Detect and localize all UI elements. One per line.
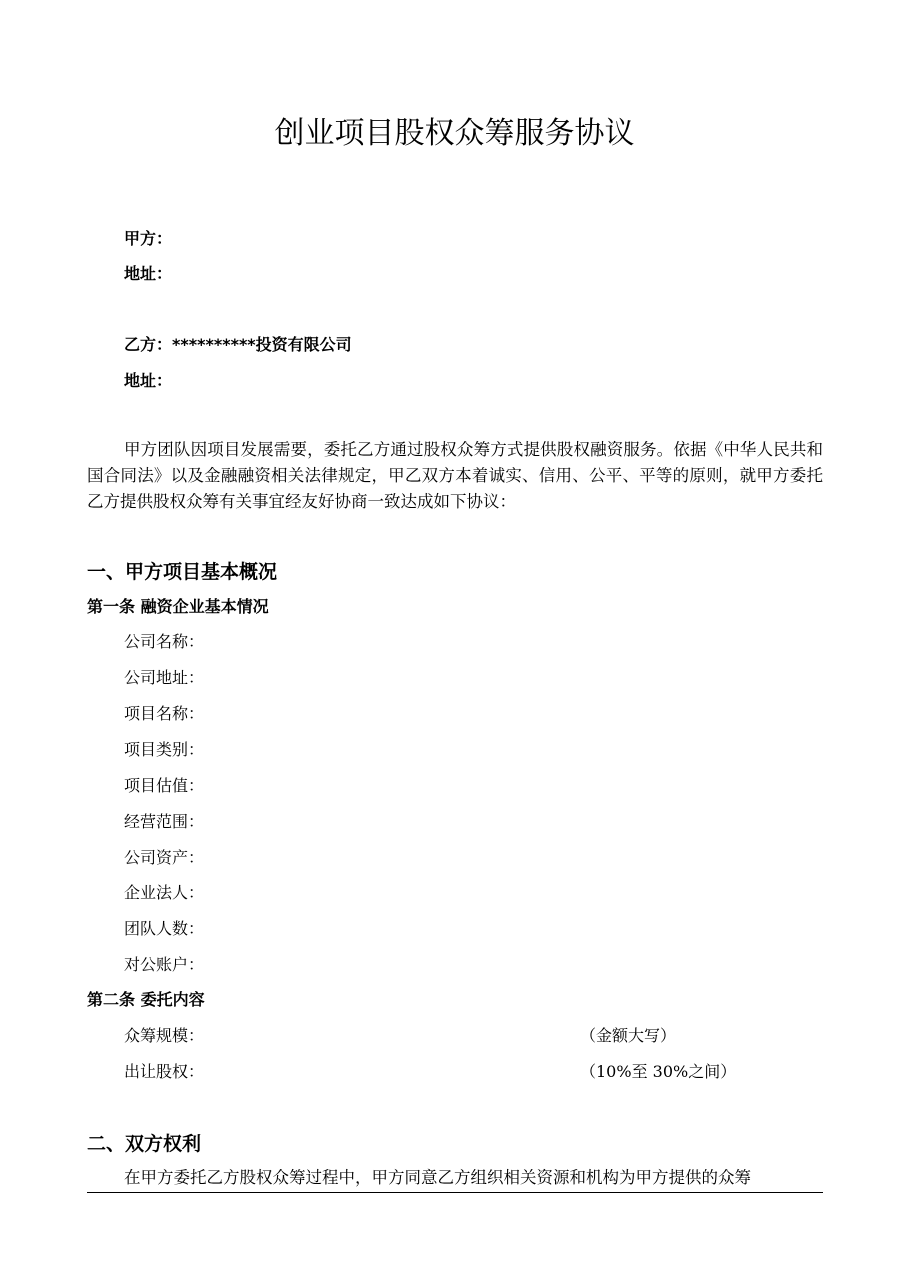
article1-heading: 第一条 融资企业基本情况 bbox=[87, 597, 269, 616]
document-title: 创业项目股权众筹服务协议 bbox=[274, 116, 635, 151]
article2-heading: 第二条 委托内容 bbox=[87, 990, 205, 1009]
section1-heading: 一、甲方项目基本概况 bbox=[87, 561, 278, 583]
field-project-category: 项目类别： bbox=[124, 740, 205, 759]
note-amount-uppercase: （金额大写） bbox=[580, 1026, 677, 1045]
field-equity-offered: 出让股权： bbox=[124, 1062, 205, 1081]
party-a-label: 甲方： bbox=[124, 229, 173, 248]
field-company-address: 公司地址： bbox=[124, 668, 205, 687]
note-equity-range: （10%至 30%之间） bbox=[580, 1062, 737, 1081]
field-project-name: 项目名称： bbox=[124, 704, 205, 723]
field-legal-person: 企业法人： bbox=[124, 883, 205, 902]
field-company-assets: 公司资产： bbox=[124, 848, 205, 867]
page-bottom-rule bbox=[87, 1192, 823, 1193]
section2-heading: 二、双方权利 bbox=[87, 1133, 202, 1155]
field-corporate-account: 对公账户： bbox=[124, 955, 205, 974]
party-a-address-label: 地址： bbox=[124, 264, 173, 283]
party-b-address-label: 地址： bbox=[124, 371, 173, 390]
party-b-label: 乙方：**********投资有限公司 bbox=[124, 335, 352, 354]
intro-paragraph: 甲方团队因项目发展需要，委托乙方通过股权众筹方式提供股权融资服务。依据《中华人民共和国合同法》以及金融融资相关法律规定，甲乙双方本着诚实、信用、公平、平等的原则，就甲方委托乙方提供股权众筹有关事宜经友好协商一致达成如下协议： bbox=[87, 440, 823, 511]
field-company-name: 公司名称： bbox=[124, 632, 205, 651]
field-project-valuation: 项目估值： bbox=[124, 776, 205, 795]
section2-text: 在甲方委托乙方股权众筹过程中，甲方同意乙方组织相关资源和机构为甲方提供的众筹 bbox=[124, 1168, 751, 1187]
field-crowdfunding-scale: 众筹规模： bbox=[124, 1026, 205, 1045]
field-team-size: 团队人数： bbox=[124, 919, 205, 938]
field-business-scope: 经营范围： bbox=[124, 812, 205, 831]
